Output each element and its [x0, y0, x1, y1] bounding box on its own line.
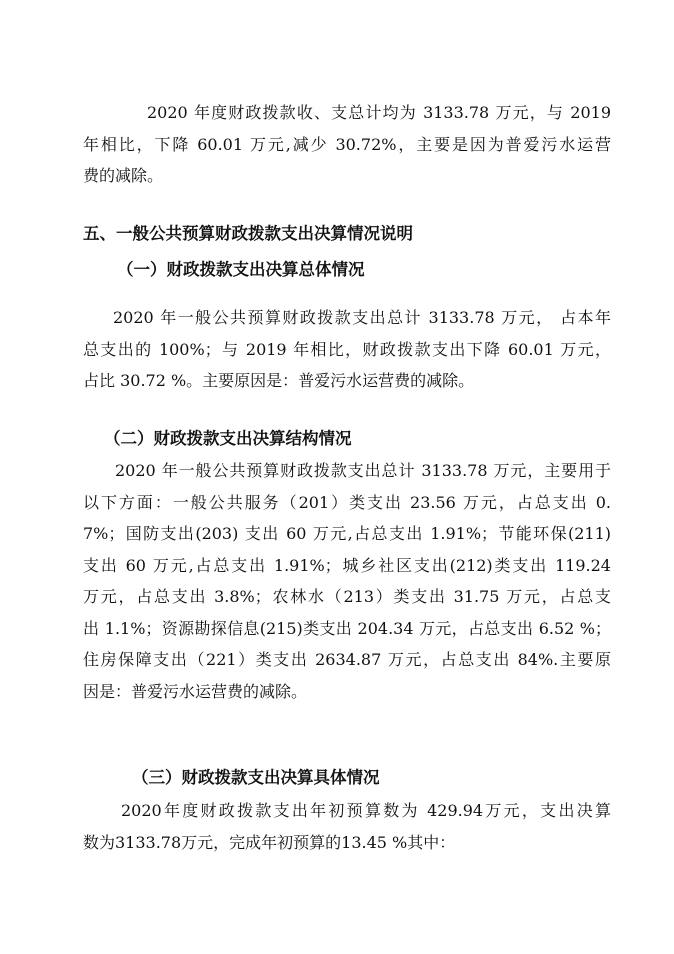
subsection-heading-1: （一）财政拨款支出决算总体情况 [117, 260, 365, 279]
structure-line: 住房保障支出（221）类支出 2634.87 万元，占总支出 84%.主要原 [83, 650, 611, 669]
structure-line: 出 1.1%；资源勘探信息(215)类支出 204.34 万元，占总支出 6.52 %； [83, 618, 611, 638]
overall-line: 总支出的 100%；与 2019 年相比，财政拨款支出下降 60.01 万元， [83, 339, 611, 359]
structure-line: 以下方面：一般公共服务（201）类支出 23.56 万元，占总支出 0. [83, 492, 611, 512]
structure-line: 因是：普爱污水运营费的减除。 [83, 681, 308, 701]
overall-paragraph [83, 302, 611, 397]
intro-paragraph [83, 97, 611, 192]
structure-paragraph [83, 455, 611, 707]
structure-line: 2020 年一般公共预算财政拨款支出总计 3133.78 万元，主要用于 [115, 461, 611, 480]
structure-line: 支出 60 万元,占总支出 1.91%；城乡社区支出(212)类支出 119.24 [83, 555, 611, 575]
overall-line: 2020 年一般公共预算财政拨款支出总计 3133.78 万元， 占本年 [113, 308, 611, 327]
structure-line: 万元，占总支出 3.8%；农林水（213）类支出 31.75 万元，占总支 [83, 587, 611, 606]
intro-line: 2020 年度财政拨款收、支总计均为 3133.78 万元，与 2019 [147, 103, 611, 122]
overall-line: 占比 30.72 %。主要原因是：普爱污水运营费的减除。 [83, 371, 475, 390]
detail-paragraph [83, 795, 611, 858]
subsection-heading-3: （三）财政拨款支出决算具体情况 [132, 768, 380, 787]
structure-line: 7%；国防支出(203) 支出 60 万元,占总支出 1.91%；节能环保(211) [83, 524, 611, 543]
section-heading: 五、一般公共预算财政拨款支出决算情况说明 [83, 224, 413, 243]
intro-line: 年相比，下降 60.01 万元,减少 30.72%，主要是因为普爱污水运营 [83, 134, 611, 154]
detail-line: 数为3133.78万元，完成年初预算的13.45 %其中： [83, 832, 456, 852]
intro-line: 费的减除。 [83, 166, 164, 185]
subsection-heading-2: （二）财政拨款支出决算结构情况 [104, 429, 352, 448]
detail-line: 2020年度财政拨款支出年初预算数为 429.94万元，支出决算 [121, 801, 611, 820]
